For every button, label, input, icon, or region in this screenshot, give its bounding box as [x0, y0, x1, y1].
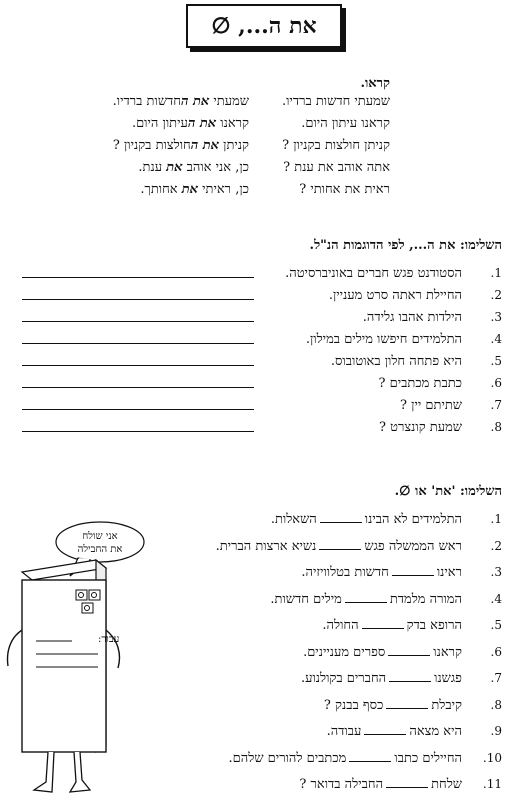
fill-blank[interactable] [362, 618, 404, 629]
example-plain: קראנו עיתון היום. [301, 116, 390, 131]
item-text: היא מצאהעבודה. [326, 724, 462, 740]
exercise-item [172, 586, 502, 613]
item-text: ראינוחדשות בטלוויזיה. [301, 565, 462, 581]
answer-line[interactable] [22, 431, 254, 432]
parcel-body [22, 560, 120, 752]
item-text: ראש הממשלה פגשנשיא ארצות הברית. [215, 538, 462, 554]
item-number: .1 [490, 266, 502, 280]
exercise-item [172, 745, 502, 772]
item-number: .1 [490, 512, 502, 527]
item-text: פגשנוהחברים בקולנוע. [300, 671, 462, 687]
example-with-et: קניתן את החולצות בקניון ? [112, 138, 249, 153]
example-plain: ראית את אחותי ? [299, 182, 390, 197]
item-number: .4 [490, 591, 502, 606]
item-number: .6 [490, 376, 502, 390]
speech-text: את החבילה [77, 544, 123, 555]
item-number: .10 [482, 750, 502, 765]
section2-title: השלימו: 'את' או ∅. [394, 484, 502, 499]
item-text: הרופא בדקהחולה. [322, 618, 462, 634]
item-text: כתבת מכתבים ? [378, 376, 462, 391]
answer-line[interactable] [22, 365, 254, 366]
item-text: התלמידים לא הבינוהשאלות. [270, 512, 462, 528]
item-text: קיבלתכסף בבנק ? [323, 697, 462, 713]
answer-line[interactable] [22, 343, 254, 344]
fill-blank[interactable] [320, 512, 362, 523]
exercise-item [10, 350, 502, 372]
exercise-item [172, 559, 502, 586]
item-text: קראנוספרים מעניינים. [303, 644, 462, 660]
exercise-item [172, 771, 502, 798]
exercise-item [10, 372, 502, 394]
item-number: .7 [490, 398, 502, 412]
exercise-item [10, 284, 502, 306]
fill-blank[interactable] [392, 565, 434, 576]
exercise-item [10, 394, 502, 416]
example-plain: שמעתי חדשות ברדיו. [281, 94, 390, 109]
section1-title: השלימו: את ה..., לפי הדוגמות הנ"ל. [309, 238, 502, 253]
fill-blank[interactable] [386, 698, 428, 709]
item-number: .11 [482, 777, 502, 792]
exercise-item [10, 328, 502, 350]
reading-examples-with-et [44, 91, 249, 201]
item-number: .5 [490, 618, 502, 633]
item-text: החיילים כתבומכתבים להורים שלהם. [228, 750, 462, 766]
parcel-cartoon [0, 520, 150, 800]
answer-line[interactable] [22, 277, 254, 278]
answer-line[interactable] [22, 299, 254, 300]
item-number: .8 [490, 697, 502, 712]
example-plain: אתה אוהב את ענת ? [283, 160, 390, 175]
item-number: .7 [490, 671, 502, 686]
item-text: התלמידים חיפשו מילים במילון. [305, 332, 462, 347]
fill-blank[interactable] [349, 751, 391, 762]
item-text: שמעת קונצרט ? [379, 420, 462, 435]
example-plain: קניתן חולצות בקניון ? [282, 138, 390, 153]
item-number: .3 [490, 310, 502, 324]
item-number: .2 [490, 288, 502, 302]
section1-list [10, 262, 502, 438]
example-with-et: שמעתי את החדשות ברדיו. [112, 94, 249, 109]
exercise-item [172, 639, 502, 666]
fill-blank[interactable] [388, 645, 430, 656]
exercise-item [172, 506, 502, 533]
item-text: שתיתם יין ? [400, 398, 462, 413]
item-number: .4 [490, 332, 502, 346]
exercise-item [10, 262, 502, 284]
exercise-item [172, 692, 502, 719]
fill-blank[interactable] [389, 671, 431, 682]
item-number: .5 [490, 354, 502, 368]
item-text: שלחתהחבילה בדואר ? [299, 777, 462, 793]
page-title: את ה..., ∅ [186, 4, 342, 48]
speech-text: אני שולח [82, 531, 118, 542]
example-with-et: כן, אני אוהב את ענת. [138, 160, 249, 175]
exercise-item [172, 533, 502, 560]
item-number: .9 [490, 724, 502, 739]
item-text: הסטודנט פגש חברים באוניברסיטה. [285, 266, 462, 281]
exercise-item [10, 306, 502, 328]
fill-blank[interactable] [364, 724, 406, 735]
parcel-legs [34, 752, 90, 792]
item-number: .8 [490, 420, 502, 434]
fill-blank[interactable] [386, 777, 428, 788]
exercise-item [172, 612, 502, 639]
item-number: .2 [490, 538, 502, 553]
item-number: .6 [490, 644, 502, 659]
item-text: החיילת ראתה סרט מעניין. [328, 288, 462, 303]
item-text: הילדות אהבו גלידה. [362, 310, 462, 325]
exercise-item [10, 416, 502, 438]
item-text: היא פתחה חלון באוטובוס. [330, 354, 462, 369]
answer-line[interactable] [22, 321, 254, 322]
answer-line[interactable] [22, 387, 254, 388]
item-text: המורה מלמדתמילים חדשות. [270, 591, 462, 607]
section2-list [172, 506, 502, 798]
reading-heading: קראו. [360, 76, 390, 91]
example-with-et: כן, ראיתי את אחותך. [140, 182, 249, 197]
item-number: .3 [490, 565, 502, 580]
fill-blank[interactable] [319, 539, 361, 550]
fill-blank[interactable] [345, 592, 387, 603]
answer-line[interactable] [22, 409, 254, 410]
exercise-item [172, 665, 502, 692]
example-with-et: קראנו את העיתון היום. [131, 116, 249, 131]
address-label: עבור: [98, 634, 120, 645]
exercise-item [172, 718, 502, 745]
